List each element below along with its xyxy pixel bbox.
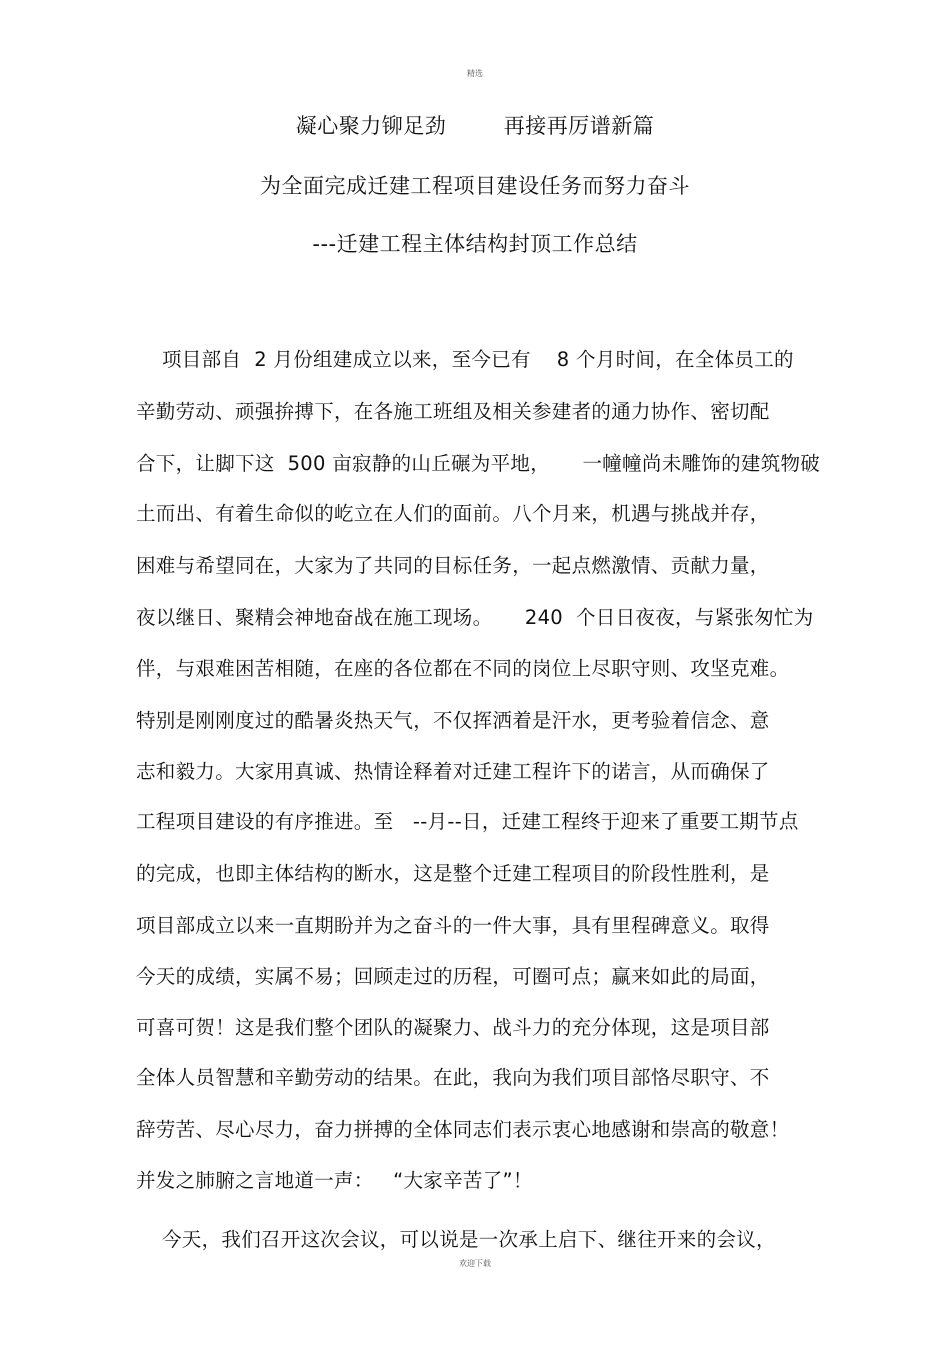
paragraph-line: 伴，与艰难困苦相随，在座的各位都在不同的岗位上尽职守则、攻坚克难。 xyxy=(136,657,790,680)
document-subtitle-summary: ---迁建工程主体结构封顶工作总结 xyxy=(312,232,638,256)
paragraph-line: 辛勤劳动、顽强拚搏下，在各施工班组及相关参建者的通力协作、密切配 xyxy=(136,400,770,423)
paragraph-line: 全体人员智慧和辛勤劳动的结果。在此，我向为我们项目部恪尽职守、不 xyxy=(136,1066,770,1089)
paragraph-line: 夜以继日、聚精会神地奋战在施工现场。 240 个日日夜夜，与紧张匆忙为 xyxy=(136,606,814,629)
paragraph-line: 合下，让脚下这 500 亩寂静的山丘碾为平地， 一幢幢尚未雕饰的建筑物破 xyxy=(136,452,821,475)
paragraph-line: 并发之肺腑之言地道一声： “大家辛苦了”！ xyxy=(136,1169,533,1192)
paragraph-line: 土而出、有着生命似的屹立在人们的面前。八个月来，机遇与挑战并存， xyxy=(136,502,770,525)
page-footer-note: 欢迎下载 xyxy=(459,1259,491,1268)
document-title: 凝心聚力铆足劲 再接再厉谱新篇 xyxy=(295,114,655,138)
paragraph-line: 志和毅力。大家用真诚、热情诠释着对迁建工程许下的诺言，从而确保了 xyxy=(136,760,770,783)
paragraph-line: 今天的成绩，实属不易；回顾走过的历程，可圈可点；赢来如此的局面， xyxy=(136,965,770,988)
paragraph-line: 特别是刚刚度过的酷暑炎热天气，不仅挥洒着是汗水，更考验着信念、意 xyxy=(136,709,770,732)
paragraph-line: 困难与希望同在，大家为了共同的目标任务，一起点燃激情、贡献力量， xyxy=(136,554,770,577)
page-header-note: 精选 xyxy=(467,69,483,78)
paragraph-line: 项目部自 2 月份组建成立以来，至今已有 8 个月时间，在全体员工的 xyxy=(136,348,794,371)
paragraph-line: 工程项目建设的有序推进。至 --月--日，迁建工程终于迎来了重要工期节点 xyxy=(136,810,799,833)
paragraph-line: 可喜可贺！这是我们整个团队的凝聚力、战斗力的充分体现，这是项目部 xyxy=(136,1016,770,1039)
paragraph-line: 的完成，也即主体结构的断水，这是整个迁建工程项目的阶段性胜利，是 xyxy=(136,862,770,885)
paragraph-line: 辞劳苦、尽心尽力，奋力拼搏的全体同志们表示衷心地感谢和崇高的敬意！ xyxy=(136,1118,790,1141)
paragraph-line: 项目部成立以来一直期盼并为之奋斗的一件大事，具有里程碑意义。取得 xyxy=(136,914,770,937)
document-subtitle: 为全面完成迁建工程项目建设任务而努力奋斗 xyxy=(260,174,690,198)
paragraph-line: 今天，我们召开这次会议，可以说是一次承上启下、继往开来的会议， xyxy=(136,1228,776,1251)
